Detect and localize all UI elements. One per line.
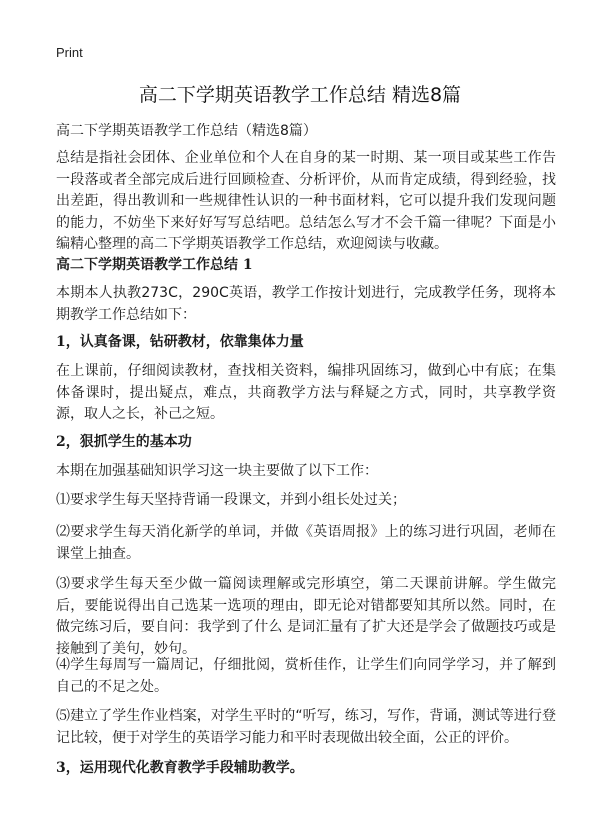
list-item-journal: ⑷学生每周写一篇周记，仔细批阅，赏析佳作，让学生们向同学学习，并了解到自己的不足之处。 bbox=[56, 657, 556, 695]
heading-modern-teaching: 3，运用现代化教育教学手段辅助教学。 bbox=[56, 760, 304, 776]
section-intro: 本期本人执教273C，290C英语，教学工作按计划进行，完成教学任务，现将本期教学工作总结如下： bbox=[56, 285, 556, 323]
section-title: 高二下学期英语教学工作总结 1 bbox=[56, 257, 253, 273]
paragraph-prepare-lessons: 在上课前，仔细阅读教材，查找相关资料，编排巩固练习，做到心中有底；在集体备课时，提出疑点，难点，共商教学方法与释疑之方式，同时，共享教学资源，取人之长，补己之短。 bbox=[56, 363, 556, 422]
intro-paragraph: 总结是指社会团体、企业单位和个人在自身的某一时期、某一项目或某些工作告一段落或者全部完成后进行回顾检查、分析评价，从而肯定成绩，得到经验，找出差距，得出教训和一些规律性认识的一种书面材料，它可以提升我们发现问题的能力，不妨坐下来好好写写总结吧。总结怎么写才不会千篇一律呢？下面是小编精心整理的高二下学期英语教学工作总结，欢迎阅读与收藏。 bbox=[56, 150, 556, 252]
list-item-recite: ⑴要求学生每天坚持背诵一段课文，并到小组长处过关； bbox=[56, 492, 406, 508]
list-item-reading: ⑶要求学生每天至少做一篇阅读理解或完形填空，第二天课前讲解。学生做完后，要能说得出自己选某一选项的理由，即无论对错都要知其所以然。同时，在做完练习后，要自问：我学到了什么 是词汇量有了扩大还是学会了做题技巧或是接触到了美句，妙句。 bbox=[56, 576, 556, 657]
print-link[interactable]: Print bbox=[56, 45, 83, 60]
heading-prepare-lessons: 1，认真备课，钻研教材，依靠集体力量 bbox=[56, 334, 304, 350]
heading-basic-skills: 2，狠抓学生的基本功 bbox=[56, 434, 192, 450]
page-title: 高二下学期英语教学工作总结 精选8篇 bbox=[138, 84, 462, 106]
list-item-homework-archive: ⑸建立了学生作业档案，对学生平时的“听写，练习，写作，背诵，测试等进行登记比较，便于对学生的英语学习能力和平时表现做出较全面，公正的评价。 bbox=[56, 708, 556, 746]
subtitle: 高二下学期英语教学工作总结（精选8篇） bbox=[56, 123, 317, 139]
list-item-vocabulary: ⑵要求学生每天消化新学的单词，并做《英语周报》上的练习进行巩固，老师在课堂上抽查。 bbox=[56, 524, 556, 562]
paragraph-basic-skills: 本期在加强基础知识学习这一块主要做了以下工作： bbox=[56, 463, 378, 479]
